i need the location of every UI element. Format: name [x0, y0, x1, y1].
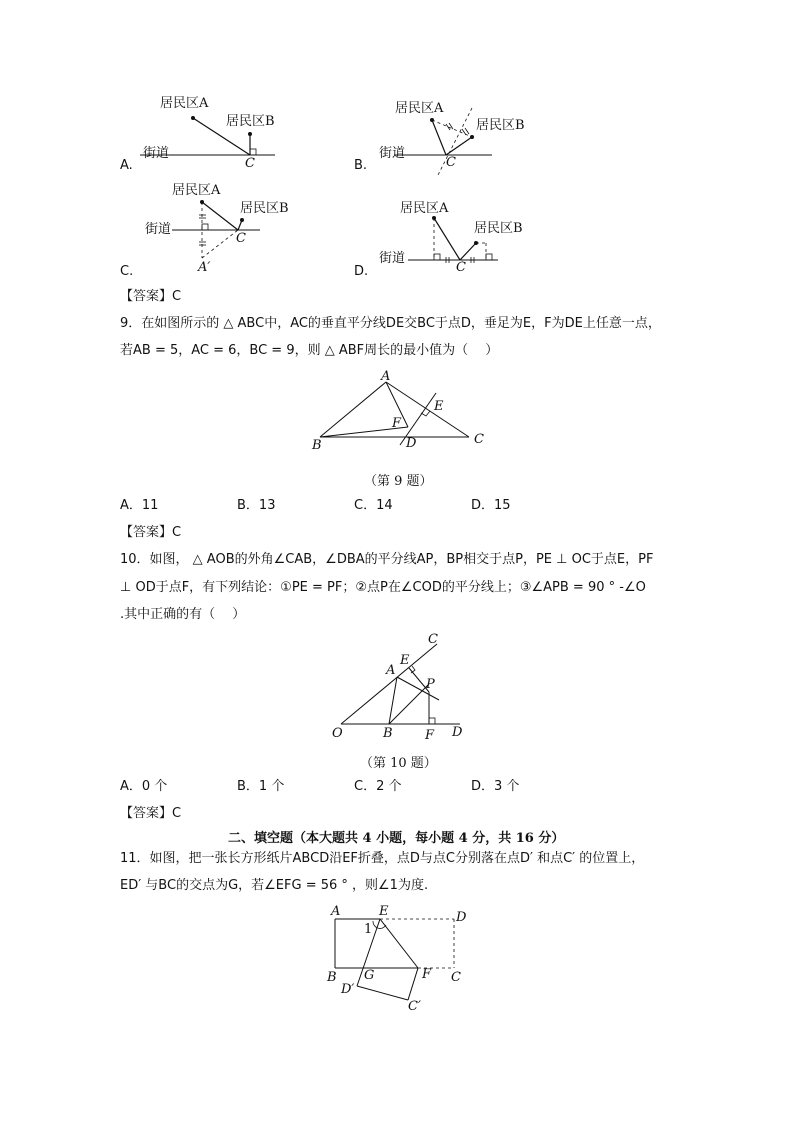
q8-option-a: A.	[120, 158, 133, 173]
q11-stem-line2: ED′ 与BC的交点为G，若∠EFG = 56 ° ，则∠1为度.	[120, 878, 429, 893]
q9-figure	[300, 365, 500, 465]
q10-label-c: C	[428, 632, 438, 647]
q11-label-c: C	[451, 970, 461, 985]
q8c-street: 街道	[145, 222, 172, 237]
q11-label-c-prime: C′	[408, 999, 421, 1014]
q8a-c: C	[245, 156, 255, 171]
q8-option-b: B.	[354, 158, 368, 173]
q8a-street: 街道	[143, 146, 170, 161]
q9-choice-d: D．15	[471, 498, 511, 513]
q11-label-e: E	[379, 904, 389, 919]
q8d-street: 街道	[379, 251, 406, 266]
q10-label-b: B	[383, 726, 393, 741]
q8c-c: C	[236, 231, 246, 246]
q11-label-d-prime: D′	[341, 982, 355, 997]
q10-stem-line1: 10．如图， △ AOB的外角∠CAB，∠DBA的平分线AP，BP相交于点P，PE ⊥ OC于点E，PF	[120, 552, 654, 567]
q9-label-f: F	[392, 416, 402, 431]
q9-stem-line1: 9．在如图所示的 △ ABC中，AC的垂直平分线DE交BC于点D，垂足为E，F为DE上任意一点，	[120, 316, 661, 331]
q10-choice-d: D．3 个	[471, 779, 520, 794]
q10-label-f: F	[425, 728, 435, 743]
q10-choice-c: C．2 个	[354, 779, 402, 794]
q8c-a-prime: A′	[198, 260, 211, 275]
q9-label-d: D	[406, 436, 417, 451]
q8b-street: 街道	[379, 146, 406, 161]
q8d-res-a: 居民区A	[400, 201, 449, 216]
q10-stem-line2: ⊥ OD于点F，有下列结论：①PE = PF；②点P在∠COD的平分线上；③∠APB = 90 ° -∠O	[120, 580, 646, 595]
q8d-c: C	[456, 260, 466, 275]
q9-caption: （第 9 题）	[364, 474, 433, 489]
q8-answer: 【答案】C	[120, 289, 182, 304]
q8-option-d: D.	[354, 264, 369, 279]
q8a-res-b: 居民区B	[226, 114, 275, 129]
q11-label-g: G	[364, 968, 375, 983]
q11-label-f: F	[422, 967, 432, 982]
q8-option-c: C.	[120, 264, 134, 279]
q10-choice-b: B．1 个	[237, 779, 285, 794]
q8d-res-b: 居民区B	[474, 221, 523, 236]
q10-label-o: O	[332, 726, 343, 741]
q9-answer: 【答案】C	[120, 525, 182, 540]
q11-angle-1: 1	[364, 922, 373, 937]
q10-label-a: A	[386, 663, 396, 678]
q10-choice-a: A．0 个	[120, 779, 168, 794]
q10-stem-line3: .其中正确的有（ ）	[120, 607, 246, 622]
q11-label-d: D	[456, 910, 467, 925]
q8a-res-a: 居民区A	[160, 96, 209, 111]
q9-label-e: E	[434, 399, 444, 414]
q9-choice-c: C．14	[354, 498, 393, 513]
q9-stem-line2: 若AB = 5，AC = 6，BC = 9，则 △ ABF周长的最小值为（ ）	[120, 343, 499, 358]
q9-choice-a: A．11	[120, 498, 159, 513]
q10-label-d: D	[452, 725, 463, 740]
q10-caption: （第 10 题）	[360, 756, 437, 771]
q10-label-p: P	[426, 677, 435, 692]
q8c-res-b: 居民区B	[240, 201, 289, 216]
q8b-c: C	[446, 155, 456, 170]
q9-label-b: B	[312, 438, 322, 453]
q8b-res-b: 居民区B	[476, 118, 525, 133]
q11-label-a: A	[331, 904, 341, 919]
q11-stem-line1: 11．如图，把一张长方形纸片ABCD沿EF折叠，点D与点C分别落在点D′ 和点C′ 的位置上，	[120, 851, 645, 866]
q10-answer: 【答案】C	[120, 806, 182, 821]
q9-label-c: C	[474, 432, 484, 447]
q8b-res-a: 居民区A	[395, 101, 444, 116]
q9-choice-b: B．13	[237, 498, 276, 513]
section-heading-fill-in: 二、填空题（本大题共 4 小题，每小题 4 分，共 16 分）	[228, 831, 565, 846]
q9-label-a: A	[381, 369, 391, 384]
q10-label-e: E	[400, 653, 410, 668]
q8c-res-a: 居民区A	[172, 183, 221, 198]
q11-label-b: B	[327, 970, 337, 985]
